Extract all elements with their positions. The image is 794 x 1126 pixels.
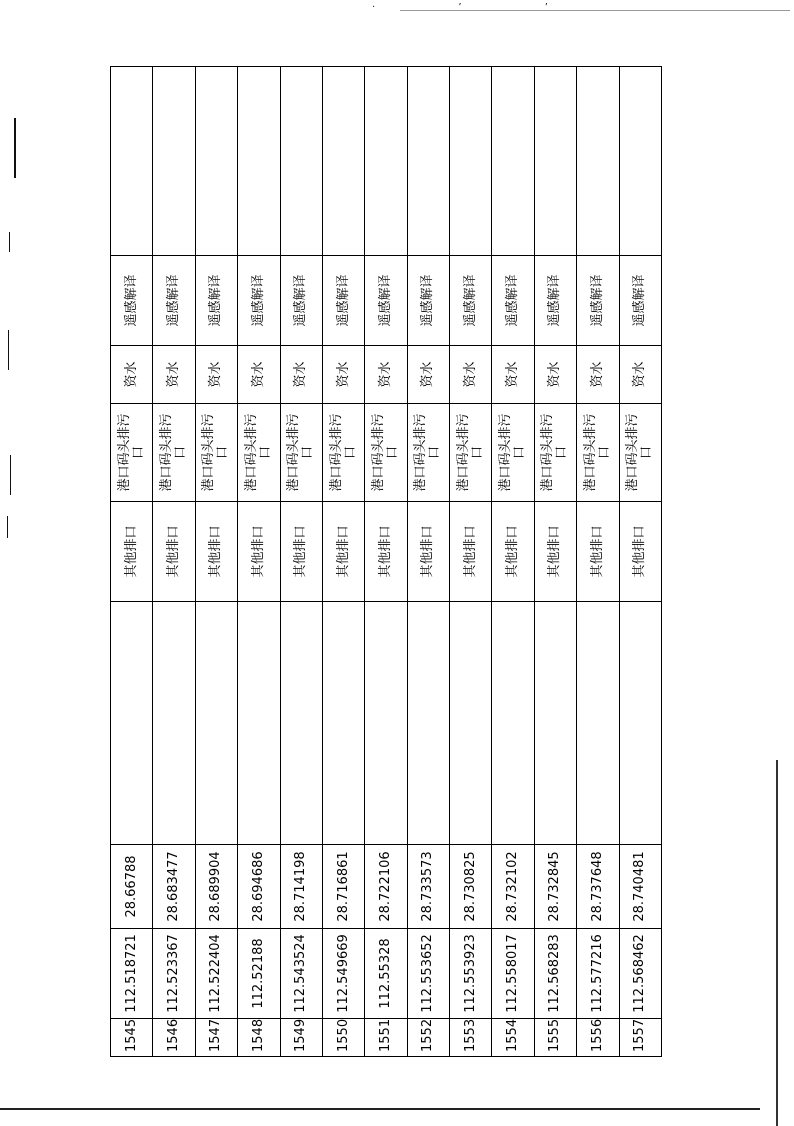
cell-water-body: 资水: [238, 346, 280, 404]
cell-latitude: 28.694686: [238, 845, 280, 929]
cell-note: [322, 67, 364, 256]
cell-subtype: 港口码头排污口: [365, 404, 407, 502]
cell-water-body: 资水: [450, 346, 492, 404]
cell-category: 其他排口: [111, 502, 153, 602]
cell-blank: [280, 602, 322, 845]
cell-id: 1550: [322, 1019, 364, 1057]
cell-subtype: 港口码头排污口: [492, 404, 534, 502]
cell-blank: [195, 602, 237, 845]
cell-category: 其他排口: [195, 502, 237, 602]
cell-note: [111, 67, 153, 256]
cell-water-body: 资水: [407, 346, 449, 404]
cell-id: 1552: [407, 1019, 449, 1057]
cell-method: 遥感解译: [238, 256, 280, 346]
cell-note: [365, 67, 407, 256]
cell-subtype: 港口码头排污口: [407, 404, 449, 502]
table-row: [619, 67, 662, 1057]
cell-blank: [322, 602, 364, 845]
cell-latitude: 28.714198: [280, 845, 322, 929]
scan-edge-mark: [7, 516, 8, 538]
table-row: [450, 67, 492, 1057]
cell-longitude: 112.558017: [492, 929, 534, 1019]
cell-note: [238, 67, 280, 256]
cell-latitude: 28.716861: [322, 845, 364, 929]
cell-category: 其他排口: [280, 502, 322, 602]
scan-edge-bottom: [0, 1108, 760, 1110]
cell-blank: [450, 602, 492, 845]
cell-category: 其他排口: [407, 502, 449, 602]
table-row: [492, 67, 534, 1057]
cell-water-body: 资水: [322, 346, 364, 404]
cell-id: 1554: [492, 1019, 534, 1057]
cell-latitude: 28.740481: [619, 845, 662, 929]
table-body: [111, 67, 662, 1057]
cell-subtype: 港口码头排污口: [238, 404, 280, 502]
table-row: [365, 67, 407, 1057]
cell-category: 其他排口: [153, 502, 195, 602]
cell-subtype: 港口码头排污口: [153, 404, 195, 502]
cell-blank: [407, 602, 449, 845]
scan-edge-mark: [9, 232, 10, 252]
cell-id: 1547: [195, 1019, 237, 1057]
cell-blank: [238, 602, 280, 845]
cell-water-body: 资水: [619, 346, 662, 404]
cell-method: 遥感解译: [153, 256, 195, 346]
cell-latitude: 28.737648: [577, 845, 619, 929]
cell-note: [492, 67, 534, 256]
cell-latitude: 28.722106: [365, 845, 407, 929]
cell-method: 遥感解译: [322, 256, 364, 346]
cell-id: 1553: [450, 1019, 492, 1057]
cell-id: 1556: [577, 1019, 619, 1057]
cell-note: [153, 67, 195, 256]
cell-id: 1545: [111, 1019, 153, 1057]
cell-subtype: 港口码头排污口: [280, 404, 322, 502]
cell-note: [577, 67, 619, 256]
cell-method: 遥感解译: [280, 256, 322, 346]
table-row: [577, 67, 619, 1057]
cell-method: 遥感解译: [619, 256, 662, 346]
cell-longitude: 112.522404: [195, 929, 237, 1019]
cell-category: 其他排口: [492, 502, 534, 602]
cell-water-body: 资水: [111, 346, 153, 404]
cell-blank: [577, 602, 619, 845]
cell-latitude: 28.730825: [450, 845, 492, 929]
scan-edge-mark: [10, 455, 11, 495]
cell-subtype: 港口码头排污口: [111, 404, 153, 502]
outfall-table: [110, 66, 662, 1057]
cell-id: 1546: [153, 1019, 195, 1057]
cell-category: 其他排口: [619, 502, 662, 602]
cell-method: 遥感解译: [534, 256, 576, 346]
cell-longitude: 112.523367: [153, 929, 195, 1019]
cell-category: 其他排口: [238, 502, 280, 602]
table-row: [280, 67, 322, 1057]
cell-id: 1555: [534, 1019, 576, 1057]
cell-water-body: 资水: [153, 346, 195, 404]
cell-water-body: 资水: [492, 346, 534, 404]
scan-specks: · ’ ’: [372, 2, 588, 13]
cell-latitude: 28.66788: [111, 845, 153, 929]
cell-method: 遥感解译: [365, 256, 407, 346]
scan-edge-mark: [14, 118, 16, 178]
cell-blank: [492, 602, 534, 845]
table-row: [153, 67, 195, 1057]
cell-longitude: 112.568462: [619, 929, 662, 1019]
cell-id: 1549: [280, 1019, 322, 1057]
cell-note: [280, 67, 322, 256]
cell-note: [407, 67, 449, 256]
cell-latitude: 28.732102: [492, 845, 534, 929]
cell-method: 遥感解译: [577, 256, 619, 346]
table-row: [238, 67, 280, 1057]
scan-edge-mark: [8, 330, 9, 370]
cell-longitude: 112.553652: [407, 929, 449, 1019]
cell-note: [619, 67, 662, 256]
cell-category: 其他排口: [450, 502, 492, 602]
cell-longitude: 112.568283: [534, 929, 576, 1019]
cell-category: 其他排口: [577, 502, 619, 602]
cell-id: 1557: [619, 1019, 662, 1057]
cell-water-body: 资水: [577, 346, 619, 404]
scan-edge-right: [776, 760, 778, 1126]
cell-method: 遥感解译: [111, 256, 153, 346]
cell-id: 1548: [238, 1019, 280, 1057]
cell-category: 其他排口: [534, 502, 576, 602]
cell-blank: [619, 602, 662, 845]
cell-water-body: 资水: [365, 346, 407, 404]
table-row: [195, 67, 237, 1057]
cell-subtype: 港口码头排污口: [619, 404, 662, 502]
cell-blank: [111, 602, 153, 845]
cell-note: [195, 67, 237, 256]
cell-longitude: 112.55328: [365, 929, 407, 1019]
table-row: [111, 67, 153, 1057]
table-row: [322, 67, 364, 1057]
cell-latitude: 28.732845: [534, 845, 576, 929]
rotated-table-wrapper: [110, 67, 662, 1057]
cell-longitude: 112.543524: [280, 929, 322, 1019]
cell-water-body: 资水: [280, 346, 322, 404]
table-row: [407, 67, 449, 1057]
cell-method: 遥感解译: [450, 256, 492, 346]
cell-latitude: 28.733573: [407, 845, 449, 929]
cell-subtype: 港口码头排污口: [195, 404, 237, 502]
cell-category: 其他排口: [322, 502, 364, 602]
cell-longitude: 112.518721: [111, 929, 153, 1019]
cell-longitude: 112.553923: [450, 929, 492, 1019]
cell-subtype: 港口码头排污口: [534, 404, 576, 502]
cell-blank: [534, 602, 576, 845]
cell-method: 遥感解译: [492, 256, 534, 346]
cell-category: 其他排口: [365, 502, 407, 602]
cell-blank: [153, 602, 195, 845]
cell-longitude: 112.52188: [238, 929, 280, 1019]
cell-method: 遥感解译: [195, 256, 237, 346]
cell-id: 1551: [365, 1019, 407, 1057]
cell-latitude: 28.689904: [195, 845, 237, 929]
cell-note: [450, 67, 492, 256]
cell-water-body: 资水: [195, 346, 237, 404]
cell-subtype: 港口码头排污口: [577, 404, 619, 502]
cell-subtype: 港口码头排污口: [450, 404, 492, 502]
cell-water-body: 资水: [534, 346, 576, 404]
cell-longitude: 112.577216: [577, 929, 619, 1019]
cell-note: [534, 67, 576, 256]
cell-method: 遥感解译: [407, 256, 449, 346]
cell-subtype: 港口码头排污口: [322, 404, 364, 502]
cell-blank: [365, 602, 407, 845]
cell-longitude: 112.549669: [322, 929, 364, 1019]
cell-latitude: 28.683477: [153, 845, 195, 929]
table-row: [534, 67, 576, 1057]
